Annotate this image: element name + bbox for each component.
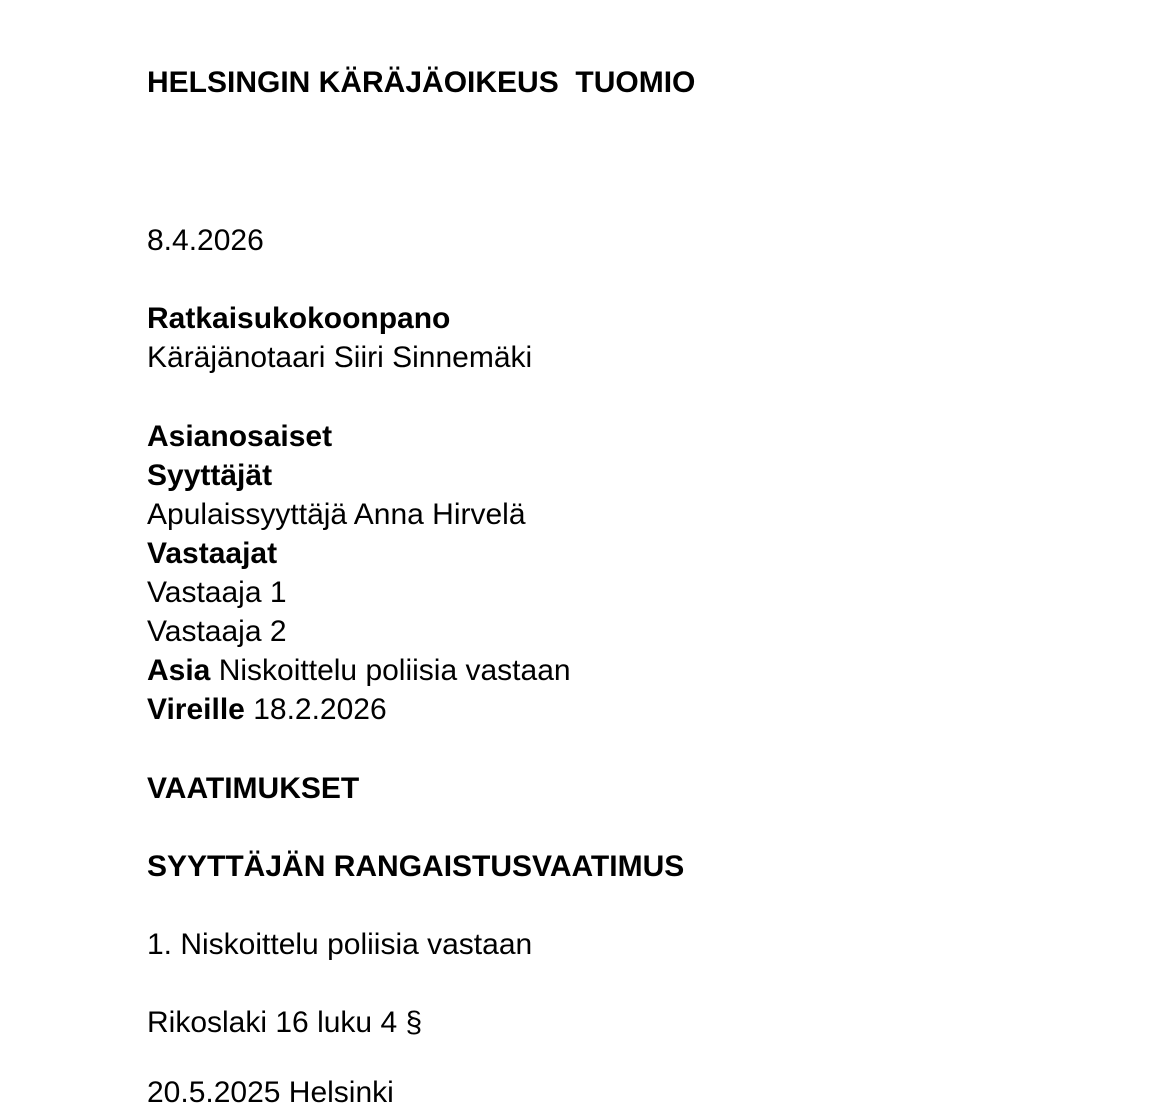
claims-heading: VAATIMUKSET <box>147 772 360 805</box>
filed-value: 18.2.2026 <box>253 693 387 726</box>
document-type: TUOMIO <box>575 66 696 99</box>
matter-label: Asia <box>147 654 211 687</box>
decision-date: 8.4.2026 <box>147 224 264 257</box>
composition-member: Käräjänotaari Siiri Sinnemäki <box>147 341 533 374</box>
matter-value: Niskoittelu poliisia vastaan <box>218 654 571 687</box>
filed-label: Vireille <box>147 693 245 726</box>
matter-line <box>147 654 571 688</box>
penalty-claim-heading: SYYTTÄJÄN RANGAISTUSVAATIMUS <box>147 850 685 883</box>
parties-heading: Asianosaiset <box>147 420 333 453</box>
prosecutors-heading: Syyttäjät <box>147 459 273 492</box>
defendant-item: Vastaaja 1 <box>147 576 287 609</box>
cut-off-line: 20.5.2025 Helsinki <box>147 1076 394 1109</box>
document-header <box>147 66 695 100</box>
defendant-item: Vastaaja 2 <box>147 615 287 648</box>
court-name: HELSINGIN KÄRÄJÄOIKEUS <box>147 66 559 99</box>
prosecutor-name: Apulaissyyttäjä Anna Hirvelä <box>147 498 526 531</box>
charge-item: 1. Niskoittelu poliisia vastaan <box>147 928 533 961</box>
law-reference: Rikoslaki 16 luku 4 § <box>147 1006 423 1039</box>
defendants-heading: Vastaajat <box>147 537 278 570</box>
filed-line <box>147 693 387 727</box>
composition-heading: Ratkaisukokoonpano <box>147 302 451 335</box>
